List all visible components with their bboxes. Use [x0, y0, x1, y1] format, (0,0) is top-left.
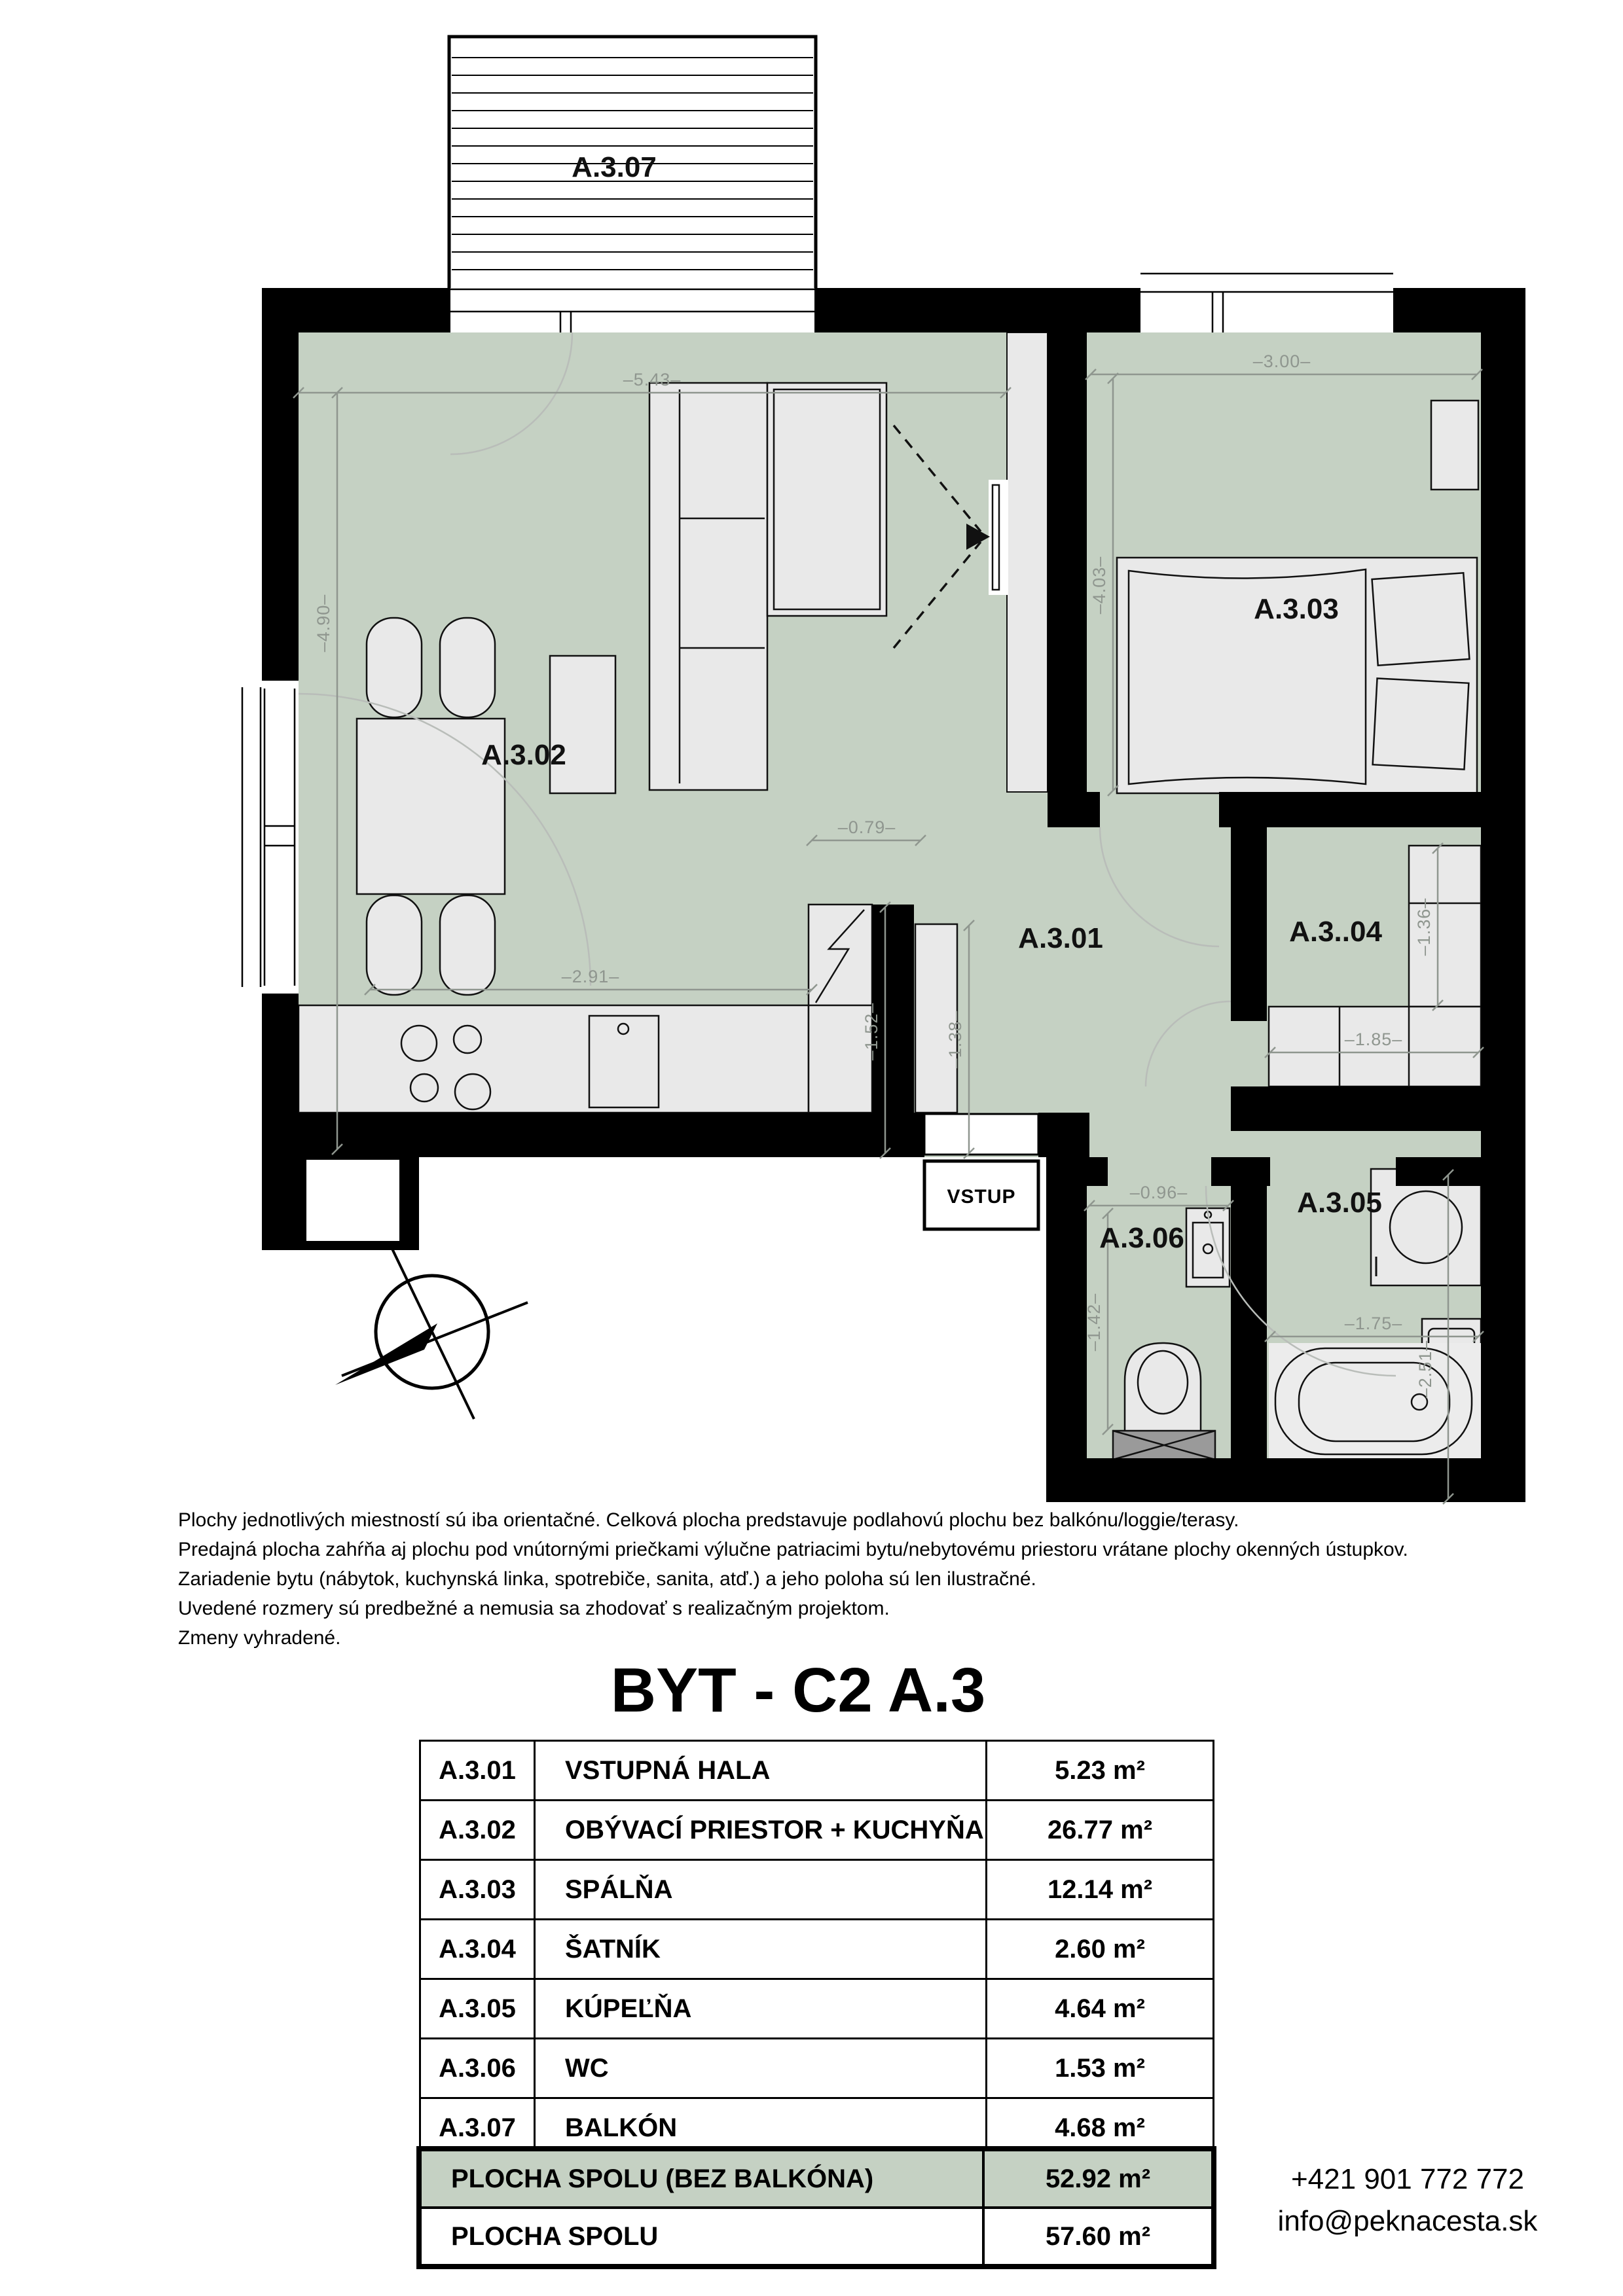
page-title: BYT - C2 A.3	[610, 1655, 986, 1725]
dim-niche-width: –0.79–	[837, 817, 896, 837]
washing-machine	[1371, 1169, 1481, 1285]
sofa-body	[649, 383, 767, 790]
balcony-door-window	[450, 288, 814, 332]
room-code: A.3.05	[420, 1979, 535, 2039]
room-code: A.3.07	[420, 2098, 535, 2158]
toilet	[1125, 1343, 1201, 1435]
room-name: BALKÓN	[535, 2098, 987, 2158]
table-row	[420, 2039, 1214, 2098]
room-area: 2.60 m²	[987, 1920, 1214, 1979]
dim-bath-width: –1.75–	[1344, 1314, 1403, 1333]
compass-rose	[335, 1247, 528, 1419]
room-code: A.3.01	[420, 1741, 535, 1801]
contact-block	[1218, 2159, 1597, 2242]
disclaimer-line: Uvedené rozmery sú predbežné a nemusia sa zhodovať s realizačným projektom.	[178, 1598, 890, 1619]
room-label-balcony: A.3.07	[572, 151, 657, 183]
room-name: VSTUPNÁ HALA	[535, 1741, 987, 1801]
disclaimer-line: Zariadenie bytu (nábytok, kuchynská linka, spotrebiče, sanita, atď.) a jeho poloha sú len ilustračné.	[178, 1568, 1036, 1590]
kitchen-counter	[299, 1005, 809, 1113]
living-french-window	[228, 681, 299, 994]
dim-closet-height: –1.36–	[1414, 897, 1434, 956]
room-name: ŠATNÍK	[535, 1920, 987, 1979]
room-name: SPÁLŇA	[535, 1860, 987, 1920]
bedroom-window	[1140, 272, 1393, 332]
room-code: A.3.03	[420, 1860, 535, 1920]
room-label-closet: A.3..04	[1289, 916, 1382, 948]
room-label-hall: A.3.01	[1018, 922, 1103, 954]
room-name: WC	[535, 2039, 987, 2098]
dining-chair	[440, 895, 495, 995]
disclaimer-line: Zmeny vyhradené.	[178, 1627, 341, 1649]
coffee-table	[550, 656, 615, 793]
dim-closet-width: –1.85–	[1344, 1030, 1403, 1049]
room-name: OBÝVACÍ PRIESTOR + KUCHYŇA	[535, 1801, 987, 1860]
room-area: 4.64 m²	[987, 1979, 1214, 2039]
dim-living-height: –4.90–	[314, 594, 333, 653]
dining-chair	[367, 618, 422, 717]
room-code: A.3.04	[420, 1920, 535, 1979]
table-row	[420, 1979, 1214, 2039]
room-label-bedroom: A.3.03	[1254, 593, 1339, 625]
summary-row-total	[419, 2208, 1214, 2267]
entrance-door	[924, 1114, 1038, 1155]
contact-email: info@peknacesta.sk	[1277, 2205, 1538, 2237]
dim-living-width: –5.43–	[623, 370, 682, 389]
disclaimer-text	[178, 1505, 1540, 1653]
summary-area: 57.60 m²	[983, 2208, 1214, 2267]
room-name: KÚPEĽŇA	[535, 1979, 987, 2039]
room-area-table	[419, 1740, 1214, 2159]
apartment-floor	[299, 332, 1481, 1458]
disclaimer-line: Predajná plocha zahŕňa aj plochu pod vnútornými priečkami výlučne patriacimi bytu/nebytovému priestoru vrátane plochy okenných ústupkov.	[178, 1539, 1408, 1560]
room-area: 5.23 m²	[987, 1741, 1214, 1801]
table-row	[420, 1860, 1214, 1920]
summary-label: PLOCHA SPOLU	[419, 2208, 983, 2267]
dim-wc-height: –1.42–	[1084, 1293, 1104, 1352]
disclaimer-line: Plochy jednotlivých miestností sú iba orientačné. Celková plocha predstavuje podlahovú plochu bez balkónu/loggie/terasy.	[178, 1509, 1239, 1531]
room-area: 1.53 m²	[987, 2039, 1214, 2098]
contact-phone: +421 901 772 772	[1290, 2163, 1525, 2195]
dim-bedroom-height: –4.03–	[1089, 556, 1109, 615]
dim-bedroom-width: –3.00–	[1252, 351, 1311, 371]
room-label-bath: A.3.05	[1297, 1187, 1382, 1219]
sofa-chaise	[767, 383, 886, 616]
nightstand	[1431, 401, 1478, 490]
dim-wc-width: –0.96–	[1129, 1183, 1188, 1202]
summary-row-no-balcony	[419, 2149, 1214, 2208]
table-row	[420, 1741, 1214, 1801]
dining-chair	[440, 618, 495, 717]
dining-chair	[367, 895, 422, 995]
dim-hall-cabinet-height: –1.38–	[945, 1010, 965, 1069]
dim-kitchen-width: –2.91–	[561, 967, 620, 986]
entrance-label: VSTUP	[947, 1186, 1016, 1208]
room-area: 26.77 m²	[987, 1801, 1214, 1860]
summary-area: 52.92 m²	[983, 2149, 1214, 2208]
summary-table	[416, 2146, 1216, 2269]
room-area: 12.14 m²	[987, 1860, 1214, 1920]
table-row	[420, 1801, 1214, 1860]
room-label-wc: A.3.06	[1099, 1222, 1184, 1254]
room-area: 4.68 m²	[987, 2098, 1214, 2158]
summary-label: PLOCHA SPOLU (BEZ BALKÓNA)	[419, 2149, 983, 2208]
room-code: A.3.02	[420, 1801, 535, 1860]
dim-bath-height: –2.51–	[1415, 1340, 1435, 1399]
compass-needle	[335, 1323, 437, 1385]
room-label-living: A.3.02	[481, 739, 566, 771]
dim-fridge-height: –1.52–	[862, 1002, 881, 1061]
room-code: A.3.06	[420, 2039, 535, 2098]
table-row	[420, 1920, 1214, 1979]
